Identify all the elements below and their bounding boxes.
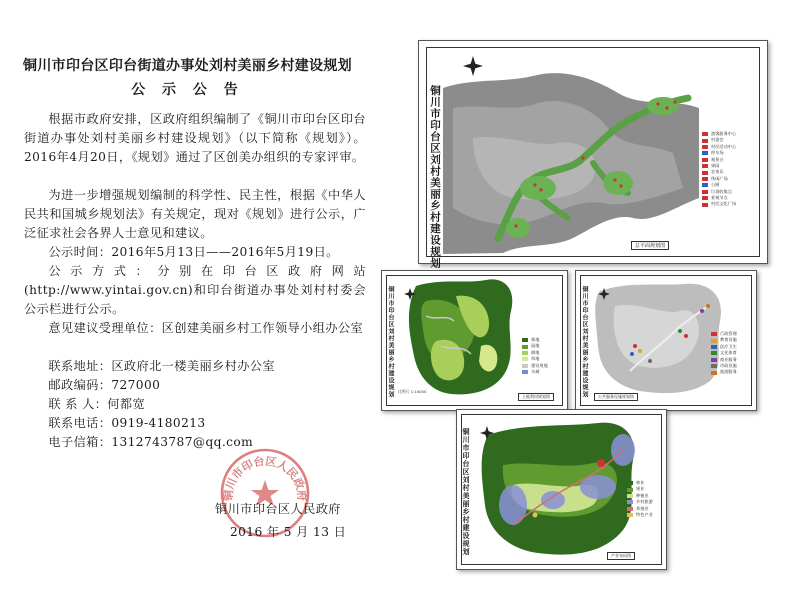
legend-swatch (627, 494, 633, 498)
legend-swatch (702, 196, 708, 200)
legend-label: 医疗卫生 (720, 343, 737, 349)
legend-swatch (702, 145, 708, 149)
legend-label: 林地 (531, 337, 540, 342)
map-vertical-title: 铜川市印台区刘村美丽乡村建设规划 (429, 85, 441, 269)
legend-swatch (627, 488, 633, 492)
paragraph-background: 根据市政府安排，区政府组织编制了《铜川市印台区印台街道办事处刘村美丽乡村建设规划》（以下简称《规划》）。2016年4月20日，《规划》通过了区创美办组织的专家评审。 (24, 112, 366, 164)
legend-swatch (627, 500, 633, 504)
legend-swatch (711, 332, 717, 336)
map-public-services (575, 270, 757, 411)
map-master-plan (418, 40, 768, 269)
legend-label: 商业服务 (720, 356, 737, 362)
map-legend (711, 331, 737, 376)
legend-label: 市政设施 (720, 363, 737, 369)
legend-label: 行政管理 (720, 331, 737, 336)
legend-swatch (702, 183, 708, 187)
map-vertical-title: 铜川市印台区刘村美丽乡村建设规划 (387, 286, 394, 398)
legend-label: 园地 (531, 343, 540, 349)
map-scale: 比例尺 1:10000 (398, 389, 427, 394)
legend-label: 种植业 (636, 492, 649, 498)
legend-label: 乡村旅游 (636, 499, 653, 505)
legend-label: 林业 (636, 480, 645, 485)
legend-swatch (702, 139, 708, 143)
legend-swatch (711, 351, 717, 355)
legend-label: 休闲广场 (711, 175, 728, 181)
paragraph-purpose: 为进一步增强规划编制的科学性、民主性，根据《中华人民共和国城乡规划法》有关规定，现对《规划》进行公示，广泛征求社会各界人士意见和建议。 (24, 188, 366, 240)
legend-label: 垃圾收集点 (711, 188, 732, 194)
map-industry-layout (456, 409, 667, 570)
legend-swatch (711, 371, 717, 375)
legend-label: 果园 (711, 163, 720, 169)
signature-org: 铜川市印台区人民政府 (215, 502, 341, 516)
signature-date: 2016 年 5 月 13 日 (230, 525, 347, 539)
legend-label: 游客服务中心 (711, 131, 737, 136)
legend-label: 耕地 (531, 349, 540, 355)
legend-label: 农家乐 (711, 169, 724, 175)
map-caption: 产业布局图 (607, 552, 635, 560)
legend-label: 建设用地 (531, 362, 548, 368)
legend-swatch (522, 338, 528, 342)
legend-swatch (522, 370, 528, 374)
map-caption: 公共服务设施规划图 (594, 393, 638, 401)
notice-title: 铜川市印台区印台街道办事处刘村美丽乡村建设规划 (23, 58, 352, 74)
map-vertical-title: 铜川市印台区刘村美丽乡村建设规划 (462, 428, 470, 556)
legend-swatch (702, 190, 708, 194)
map-legend (627, 480, 653, 518)
legend-label: 水域 (531, 369, 540, 375)
legend-label: 教育设施 (720, 337, 737, 343)
legend-label: 村委会 (711, 137, 724, 143)
north-arrow-icon (463, 56, 483, 76)
legend-item (627, 512, 653, 518)
legend-label: 文化体育 (720, 350, 737, 356)
map-legend (702, 131, 736, 208)
legend-swatch (702, 164, 708, 168)
publicity-method: 公示方式：分别在印台区政府网站(http://www.yintai.gov.cn)和印台街道办事处刘村村委会公示栏进行公示。 (24, 264, 366, 316)
legend-label: 村民活动中心 (711, 143, 737, 149)
map-legend (522, 337, 548, 375)
legend-label: 停车场 (711, 150, 724, 156)
legend-label: 旅游服务 (720, 369, 737, 375)
map-caption: 总平面规划图 (631, 241, 669, 250)
map-caption: 土地利用规划图 (518, 393, 554, 401)
seal-text: 铜川市印台区人民政府 (221, 454, 309, 502)
legend-swatch (711, 358, 717, 362)
legend-label: 养殖业 (636, 505, 649, 511)
legend-swatch (711, 339, 717, 343)
terrain-map (443, 48, 699, 254)
public-notice (0, 0, 375, 599)
contact-address: 联系地址：区政府北一楼美丽乡村办公室 (48, 359, 275, 373)
legend-label: 果业 (636, 486, 645, 492)
legend-label: 景观节点 (711, 195, 728, 201)
legend-swatch (522, 351, 528, 355)
legend-item (702, 201, 736, 207)
legend-swatch (702, 132, 708, 136)
contact-email: 电子信箱：1312743787@qq.com (48, 435, 254, 449)
legend-swatch (702, 203, 708, 207)
legend-label: 观景台 (711, 156, 724, 162)
legend-swatch (702, 171, 708, 175)
legend-swatch (702, 151, 708, 155)
legend-swatch (627, 481, 633, 485)
legend-label: 特色产业 (636, 512, 653, 518)
legend-swatch (627, 513, 633, 517)
legend-swatch (522, 364, 528, 368)
legend-swatch (702, 177, 708, 181)
map-land-use (381, 270, 568, 411)
legend-label: 公厕 (711, 182, 720, 188)
legend-item (711, 369, 737, 375)
legend-swatch (702, 158, 708, 162)
legend-label: 村民文化广场 (711, 201, 737, 207)
notice-subtitle: 公 示 公 告 (131, 82, 244, 98)
legend-swatch (522, 345, 528, 349)
postcode: 邮政编码：727000 (48, 378, 161, 392)
legend-swatch (711, 364, 717, 368)
legend-swatch (522, 357, 528, 361)
legend-item (522, 369, 548, 375)
legend-swatch (627, 507, 633, 511)
publicity-time: 公示时间：2016年5月13日——2016年5月19日。 (48, 245, 339, 259)
contact-phone: 联系电话：0919-4180213 (48, 416, 206, 430)
map-vertical-title: 铜川市印台区刘村美丽乡村建设规划 (581, 286, 588, 398)
legend-label: 草地 (531, 356, 540, 362)
contact-person: 联 系 人：何都宽 (48, 397, 146, 411)
feedback-unit: 意见建议受理单位：区创建美丽乡村工作领导小组办公室 (48, 321, 364, 335)
legend-swatch (711, 345, 717, 349)
